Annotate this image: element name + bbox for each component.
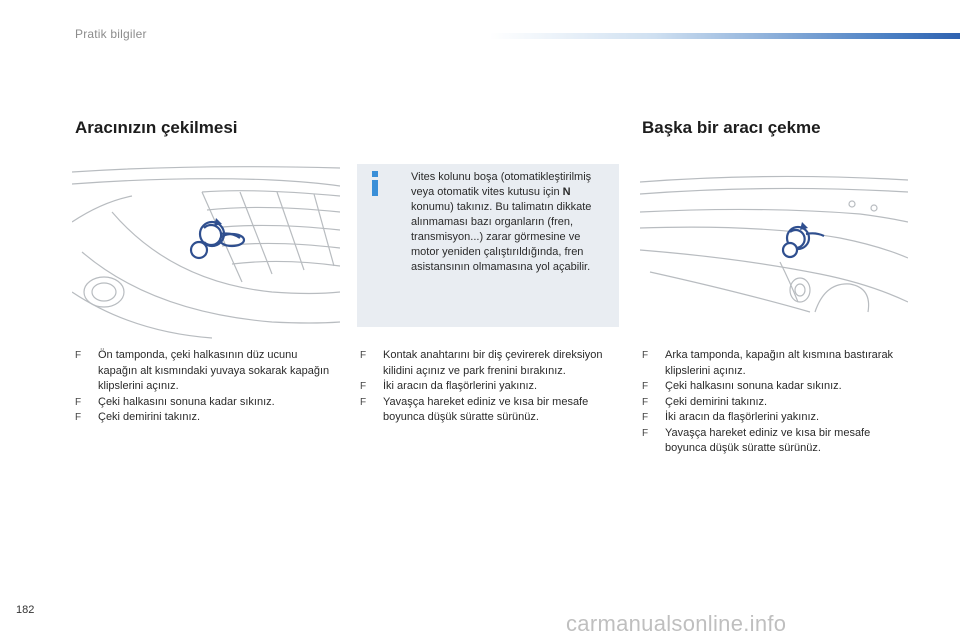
- page-number: 182: [16, 604, 35, 616]
- info-text-bold: N: [562, 186, 571, 198]
- list-item: F Çeki halkasını sonuna kadar sıkınız.: [642, 380, 842, 392]
- step-text: Yavaşça hareket ediniz ve kısa bir mesafe boyunca düşük süratte sürünüz.: [383, 395, 589, 423]
- step-text: Kontak anahtarını bir diş çevirerek direksiyon kilidini açınız ve park frenini bırakınız.: [383, 349, 603, 377]
- info-text-part-1: Vites kolunu boşa (otomatikleştirilmiş veya otomatik vites kutusu için: [411, 171, 592, 198]
- list-item: F İki aracın da flaşörlerini yakınız.: [642, 411, 820, 423]
- info-box: [357, 164, 619, 327]
- step-text: Yavaşça hareket ediniz ve kısa bir mesafe boyunca düşük süratte sürünüz.: [665, 426, 871, 454]
- step-text: Çeki halkasını sonuna kadar sıkınız.: [98, 395, 275, 408]
- front-bumper-illustration: [72, 162, 340, 340]
- list-item: F Çeki halkasını sonuna kadar sıkınız.: [75, 395, 275, 408]
- section-label: Pratik bilgiler: [75, 27, 147, 41]
- right-heading: Başka bir aracı çekme: [642, 118, 821, 137]
- step-text: Arka tamponda, kapağın alt kısmına bastırarak klipslerini açınız.: [665, 349, 894, 377]
- rear-bumper-illustration: [640, 162, 908, 340]
- list-item: F Yavaşça hareket ediniz ve kısa bir mesafe boyunca düşük süratte sürünüz.: [360, 395, 589, 423]
- list-item: F İki aracın da flaşörlerini yakınız.: [360, 380, 538, 392]
- step-text: Ön tamponda, çeki halkasının düz ucunu kapağın alt kısmındaki yuvaya sokarak kapağın klipslerini açınız.: [98, 349, 330, 392]
- list-item: F Çeki demirini takınız.: [642, 395, 768, 408]
- list-item: F Kontak anahtarını bir diş çevirerek direksiyon kilidini açınız ve park frenini bırakınız.: [360, 349, 603, 377]
- step-text: İki aracın da flaşörlerini yakınız.: [665, 411, 820, 423]
- watermark-text: carmanualsonline.info: [566, 611, 787, 636]
- list-item: F Ön tamponda, çeki halkasının düz ucunu kapağın alt kısmındaki yuvaya sokarak kapağın klipslerini açınız.: [75, 349, 330, 392]
- middle-steps: [360, 348, 622, 426]
- list-item: F Yavaşça hareket ediniz ve kısa bir mesafe boyunca düşük süratte sürünüz.: [642, 426, 871, 454]
- left-heading: Aracınızın çekilmesi: [75, 118, 238, 137]
- list-item: F Arka tamponda, kapağın alt kısmına bastırarak klipslerini açınız.: [642, 349, 894, 377]
- header-gradient-bar: [490, 33, 960, 39]
- step-text: Çeki demirini takınız.: [98, 411, 201, 423]
- info-icon: [369, 171, 381, 197]
- list-item: F Çeki demirini takınız.: [75, 411, 201, 423]
- info-text-part-2: konumu) takınız. Bu talimatın dikkate alınmaması bazı organların (fren, transmisyon...) zarar görmesine ve motor yeniden çalıştırıldığında, fren asistansının olmamasına yol açabilir.: [411, 201, 592, 273]
- step-text: Çeki halkasını sonuna kadar sıkınız.: [665, 380, 842, 392]
- step-text: İki aracın da flaşörlerini yakınız.: [383, 380, 538, 392]
- right-steps: [642, 348, 904, 457]
- info-text: [411, 170, 611, 275]
- left-steps: [75, 348, 337, 426]
- step-text: Çeki demirini takınız.: [665, 395, 768, 408]
